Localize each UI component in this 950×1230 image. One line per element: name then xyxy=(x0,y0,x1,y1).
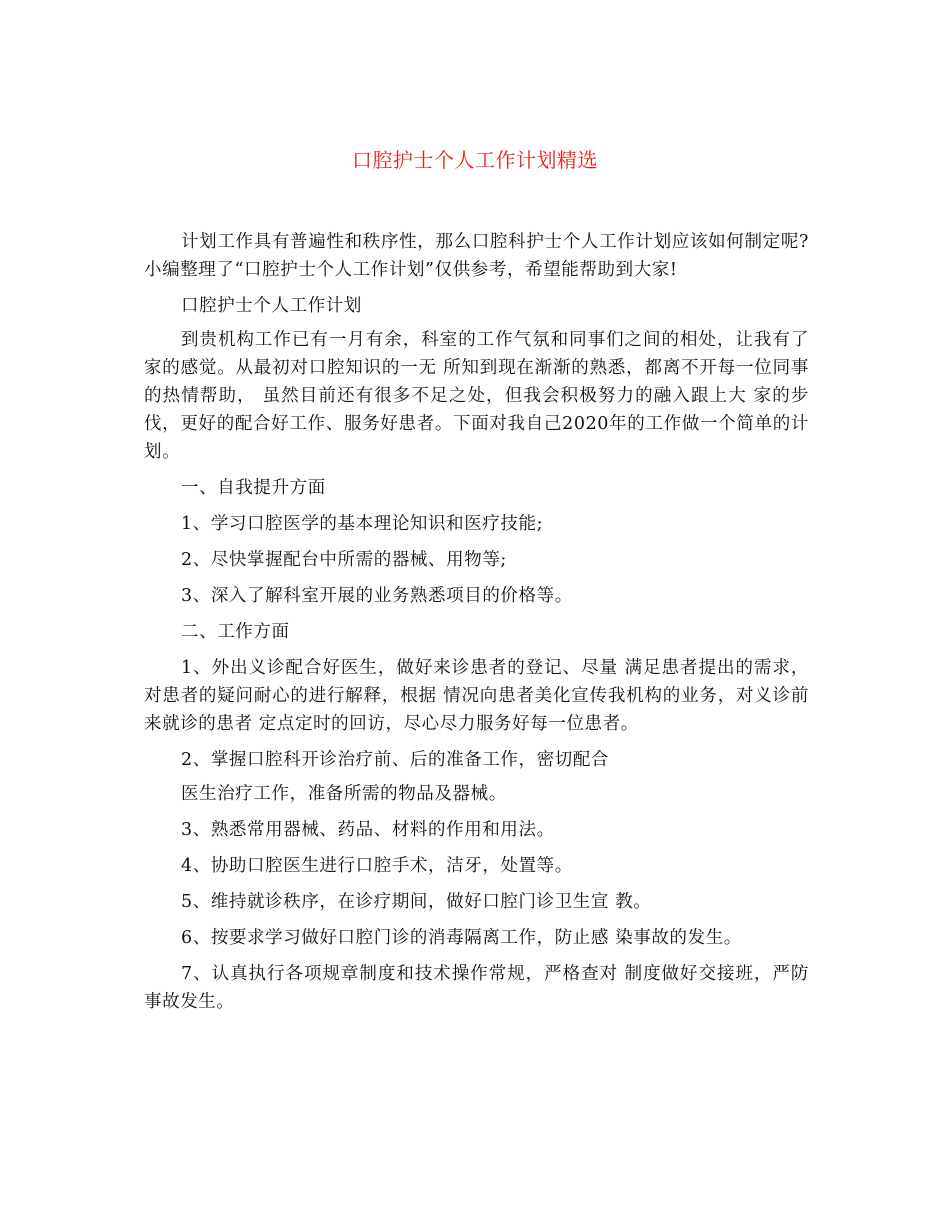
section-heading-self-improvement: 一、自我提升方面 xyxy=(181,478,326,498)
list-item: 1、外出义诊配合好医生，做好来诊患者的登记、尽量 满足患者提出的需求，对患者的疑问耐心的进行解释，根据 情况向患者美化宣传我机构的业务，对义诊前来就诊的患者 定点定时的回访，尽心尽力服务好每一位患者。 xyxy=(144,658,809,734)
list-item: 2、尽快掌握配台中所需的器械、用物等; xyxy=(181,550,507,570)
list-item: 2、掌握口腔科开诊治疗前、后的准备工作，密切配合 xyxy=(181,750,610,770)
body-paragraph: 到贵机构工作已有一月有余，科室的工作气氛和同事们之间的相处，让我有了家的感觉。从最初对口腔知识的一无 所知到现在渐渐的熟悉，都离不开每一位同事的热情帮助， 虽然目前还有很多不足之处，但我会积极努力的融入跟上大 家的步伐，更好的配合好工作、服务好患者。下面对我自己2020年的工作做一个简单的计划。 xyxy=(144,330,809,462)
list-item-continuation: 医生治疗工作，准备所需的物品及器械。 xyxy=(181,784,507,804)
list-item: 1、学习口腔医学的基本理论知识和医疗技能; xyxy=(181,514,544,534)
list-item: 5、维持就诊秩序，在诊疗期间，做好口腔门诊卫生宣 教。 xyxy=(181,892,652,912)
list-item: 3、深入了解科室开展的业务熟悉项目的价格等。 xyxy=(181,586,573,606)
intro-paragraph: 计划工作具有普遍性和秩序性，那么口腔科护士个人工作计划应该如何制定呢?小编整理了“口腔护士个人工作计划”仅供参考，希望能帮助到大家! xyxy=(144,232,809,280)
list-item: 7、认真执行各项规章制度和技术操作常规，严格查对 制度做好交接班，严防事故发生。 xyxy=(144,964,809,1012)
section-heading-plan: 口腔护士个人工作计划 xyxy=(181,296,362,316)
section-heading-work: 二、工作方面 xyxy=(181,622,290,642)
list-item: 3、熟悉常用器械、药品、材料的作用和用法。 xyxy=(181,820,555,840)
list-item: 6、按要求学习做好口腔门诊的消毒隔离工作，防止感 染事故的发生。 xyxy=(181,928,742,948)
document-body xyxy=(144,228,809,1024)
document-title: 口腔护士个人工作计划精选 xyxy=(352,148,598,172)
list-item: 4、协助口腔医生进行口腔手术，洁牙，处置等。 xyxy=(181,856,573,876)
